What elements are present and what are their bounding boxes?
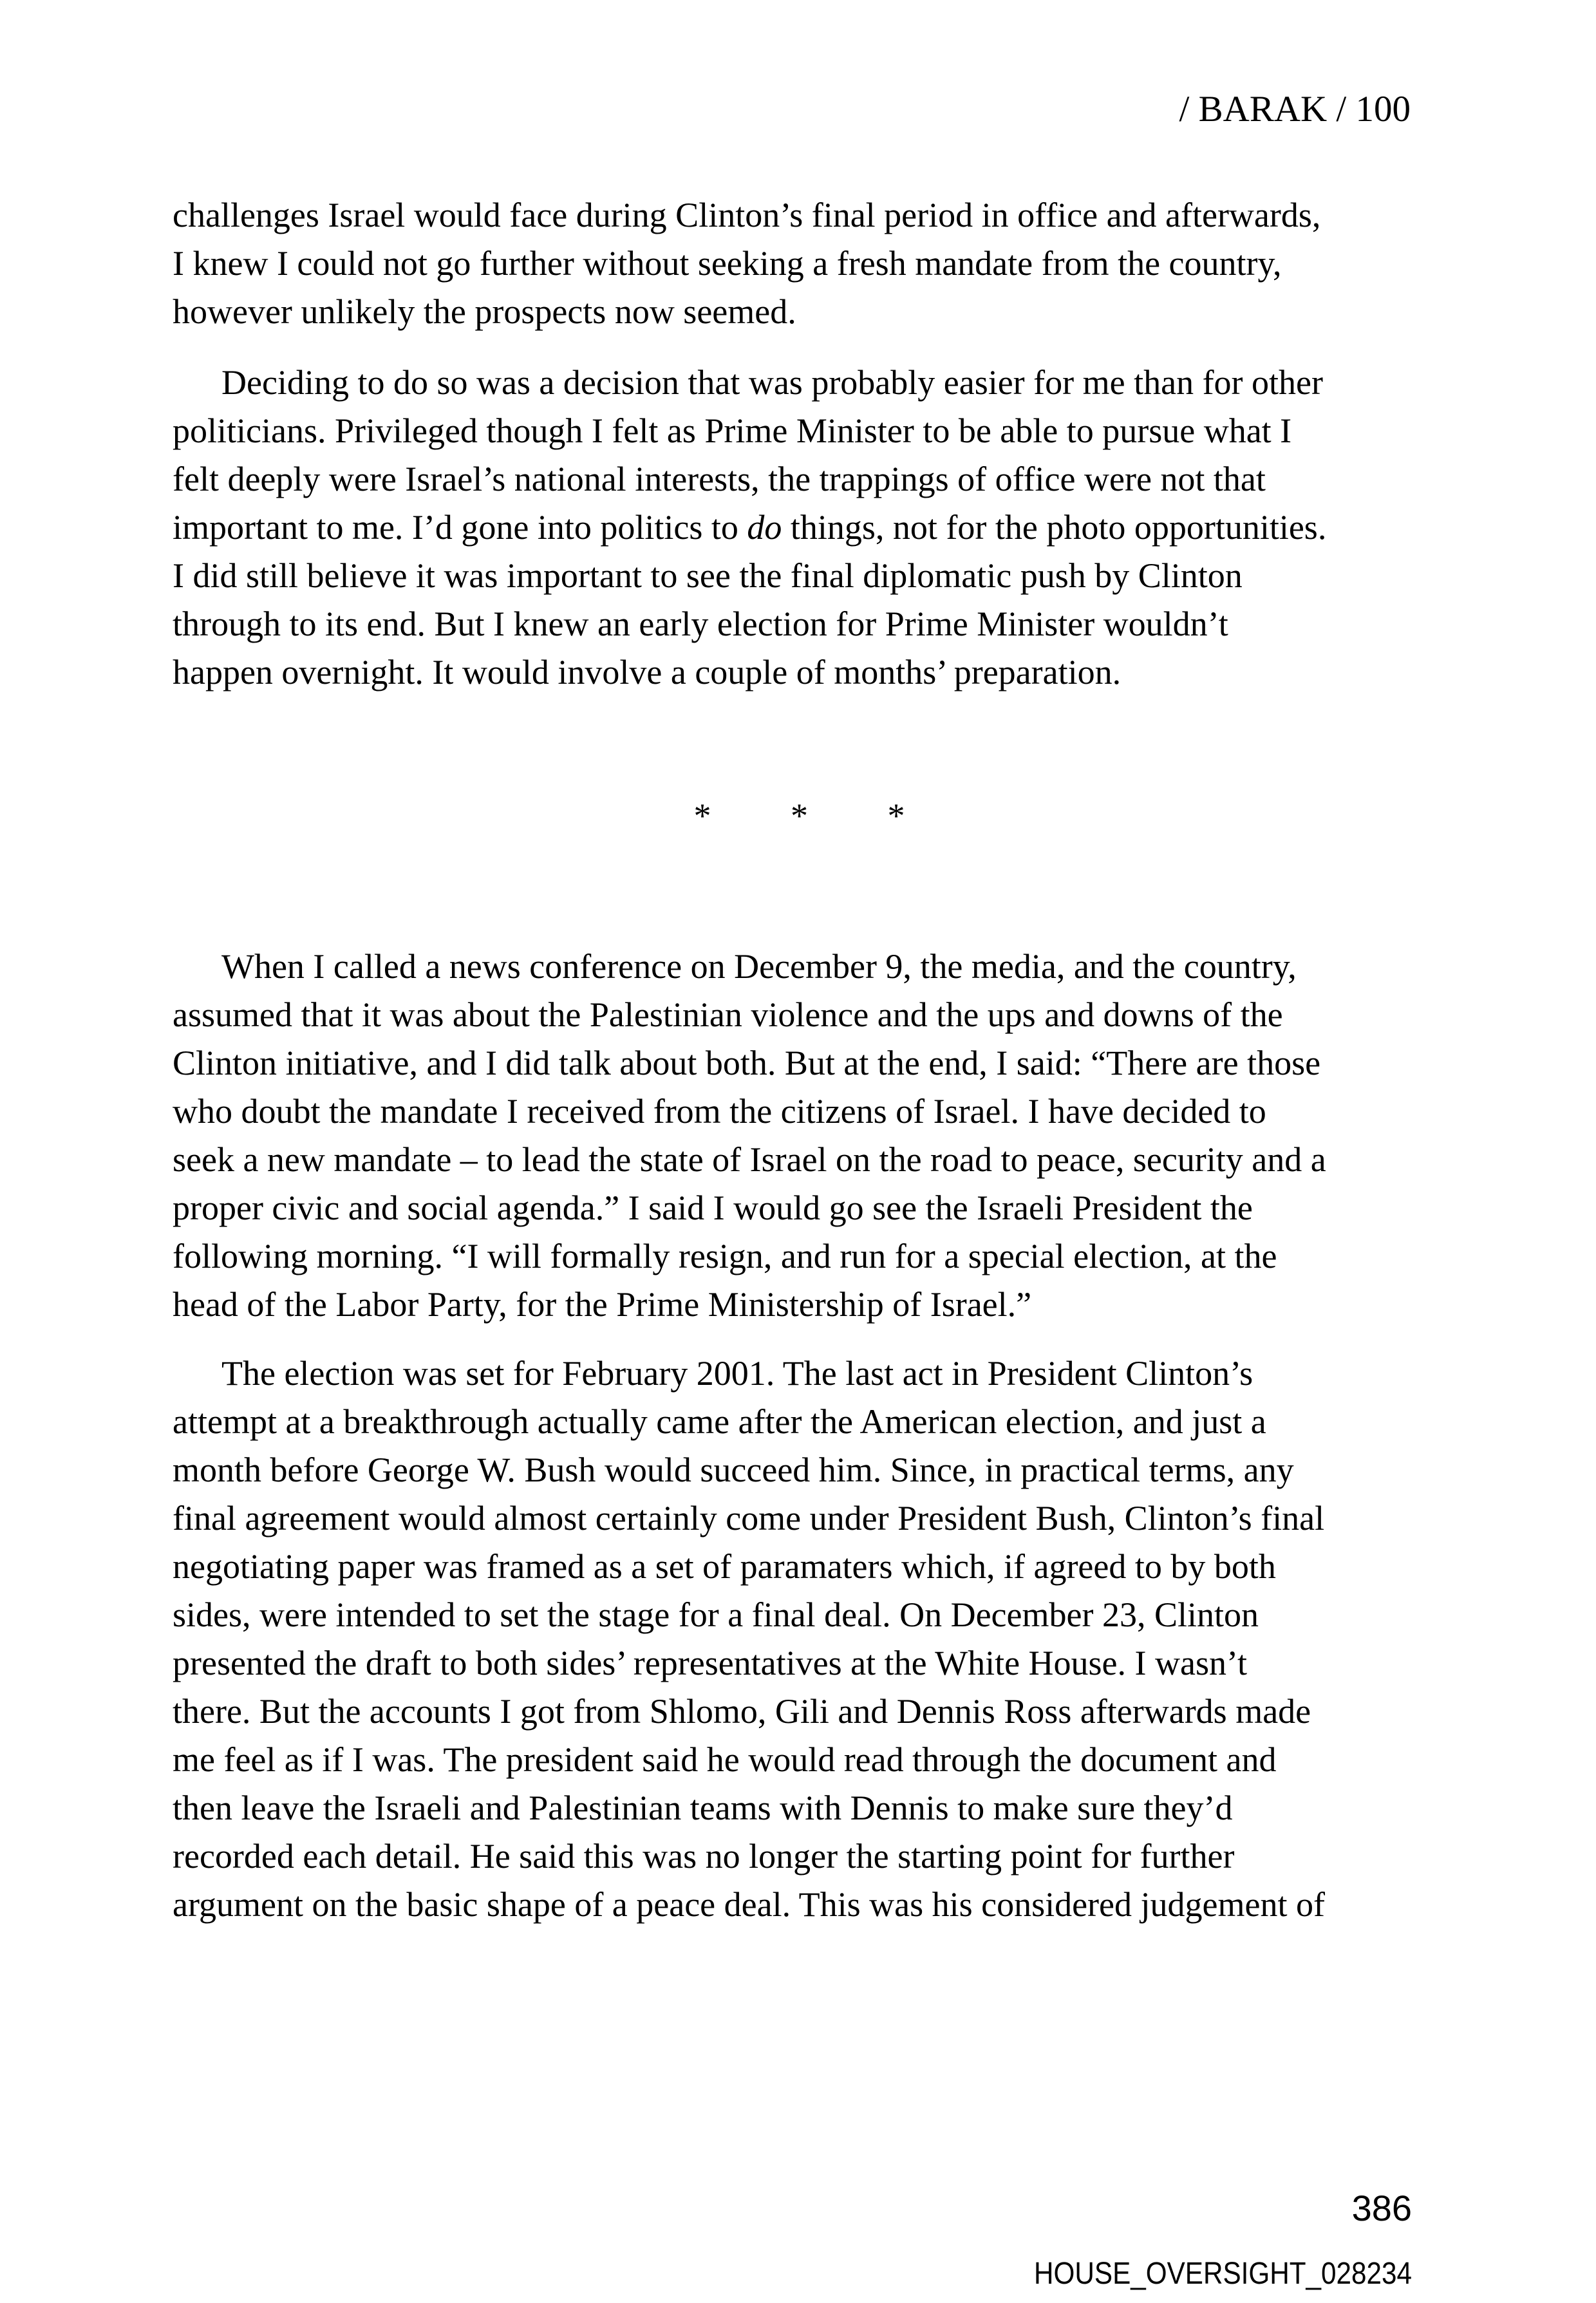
asterisk-section-break: * * * (693, 796, 905, 835)
paragraph (173, 1349, 1434, 1929)
text-line: final agreement would almost certainly come under President Bush, Clinton’s final (173, 1499, 1325, 1537)
paragraph (173, 359, 1434, 697)
text-line: attempt at a breakthrough actually came after the American election, and just a (173, 1402, 1266, 1441)
text-segment: important to me. I’d gone into politics to (173, 508, 747, 547)
text-line: The election was set for February 2001. The last act in President Clinton’s (221, 1354, 1253, 1393)
text-line: sides, were intended to set the stage for a final deal. On December 23, Clinton (173, 1595, 1259, 1634)
text-line: through to its end. But I knew an early election for Prime Minister wouldn’t (173, 605, 1228, 643)
text-line: then leave the Israeli and Palestinian teams with Dennis to make sure they’d (173, 1789, 1233, 1827)
bates-stamp: HOUSE_OVERSIGHT_028234 (1034, 2257, 1412, 2291)
paragraph (173, 943, 1434, 1329)
paragraph (173, 191, 1434, 336)
text-line: Clinton initiative, and I did talk about both. But at the end, I said: “There are those (173, 1044, 1321, 1082)
text-line: however unlikely the prospects now seemed. (173, 292, 796, 331)
text-line: felt deeply were Israel’s national interests, the trappings of office were not that (173, 460, 1266, 498)
text-line: challenges Israel would face during Clinton’s final period in office and afterwards, (173, 196, 1321, 234)
text-line: who doubt the mandate I received from the citizens of Israel. I have decided to (173, 1092, 1266, 1131)
text-line: negotiating paper was framed as a set of paramaters which, if agreed to by both (173, 1547, 1276, 1586)
text-line: I knew I could not go further without seeking a fresh mandate from the country, (173, 244, 1282, 283)
text-line: recorded each detail. He said this was no longer the starting point for further (173, 1837, 1235, 1875)
text-line: there. But the accounts I got from Shlomo, Gili and Dennis Ross afterwards made (173, 1692, 1311, 1731)
text-line: month before George W. Bush would succeed him. Since, in practical terms, any (173, 1451, 1294, 1489)
text-line: politicians. Privileged though I felt as Prime Minister to be able to pursue what I (173, 411, 1292, 450)
text-line: seek a new mandate – to lead the state of Israel on the road to peace, security and a (173, 1140, 1326, 1179)
text-line: Deciding to do so was a decision that was probably easier for me than for other (221, 363, 1323, 402)
text-line (173, 503, 1434, 552)
page-number: 386 (1351, 2188, 1412, 2228)
italic-text-segment: do (747, 508, 782, 547)
text-line: presented the draft to both sides’ representatives at the White House. I wasn’t (173, 1644, 1247, 1682)
text-line: assumed that it was about the Palestinian violence and the ups and downs of the (173, 995, 1283, 1034)
text-line: proper civic and social agenda.” I said I would go see the Israeli President the (173, 1189, 1253, 1227)
running-header: / BARAK / 100 (1179, 89, 1411, 129)
text-line: When I called a news conference on December 9, the media, and the country, (221, 947, 1297, 986)
text-line: argument on the basic shape of a peace deal. This was his considered judgement of (173, 1885, 1325, 1924)
text-line: I did still believe it was important to see the final diplomatic push by Clinton (173, 556, 1243, 595)
text-segment: things, not for the photo opportunities. (782, 508, 1327, 547)
text-line: me feel as if I was. The president said he would read through the document and (173, 1740, 1277, 1779)
text-line: happen overnight. It would involve a couple of months’ preparation. (173, 653, 1122, 691)
text-line: following morning. “I will formally resign, and run for a special election, at the (173, 1237, 1277, 1275)
text-line: head of the Labor Party, for the Prime Ministership of Israel.” (173, 1285, 1032, 1324)
